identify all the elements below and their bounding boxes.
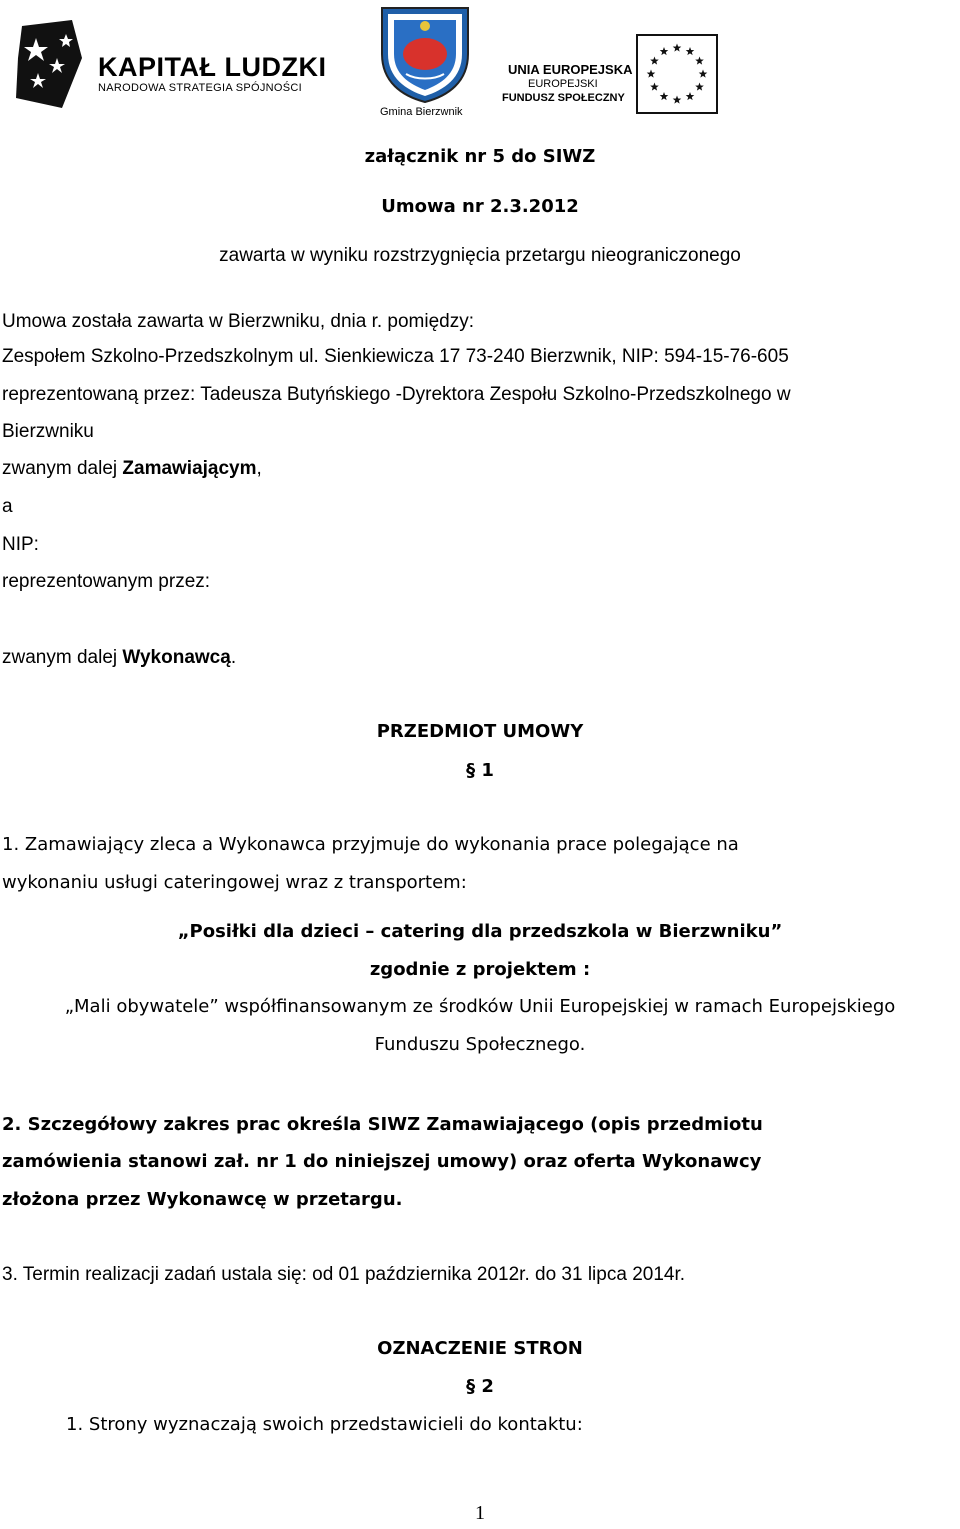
section-2-p1: 1. Strony wyznaczają swoich przedstawicieli do kontaktu:	[66, 1414, 583, 1435]
parties-line-2: Zespołem Szkolno-Przedszkolnym ul. Sienkiewicza 17 73-240 Bierzwnik, NIP: 594-15-76-605	[2, 346, 789, 367]
section-1-p2-line-1: 2. Szczegółowy zakres prac określa SIWZ Zamawiającego (opis przedmiotu	[2, 1114, 763, 1135]
section-1-p1-line-2: wykonaniu usługi cateringowej wraz z transportem:	[2, 872, 467, 893]
project-intro: zgodnie z projektem :	[369, 959, 591, 980]
section-1-p2-line-3: złożona przez Wykonawcę w przetargu.	[2, 1189, 403, 1210]
section-1-heading: PRZEDMIOT UMOWY	[376, 721, 584, 742]
kapital-ludzki-subtitle: NARODOWA STRATEGIA SPÓJNOŚCI	[98, 82, 302, 94]
wykonawca-term: Wykonawcą	[122, 647, 231, 668]
parties-line-8: reprezentowanym przez:	[2, 571, 211, 592]
text: zwanym dalej	[2, 458, 123, 479]
catering-title: „Posiłki dla dzieci – catering dla przedszkola w Bierzwniku”	[177, 921, 783, 942]
parties-line-7: NIP:	[2, 534, 39, 555]
section-1-paragraph-sign: § 1	[466, 760, 494, 781]
annex-label: załącznik nr 5 do SIWZ	[364, 146, 596, 167]
parties-line-9	[2, 647, 236, 669]
text: .	[230, 647, 237, 668]
ue-line1: UNIA EUROPEJSKA	[508, 62, 633, 77]
section-2-paragraph-sign: § 2	[466, 1376, 494, 1397]
ue-line2: EUROPEJSKI	[528, 78, 598, 90]
parties-line-1: Umowa została zawarta w Bierzwniku, dnia r. pomiędzy:	[2, 311, 475, 332]
section-2-heading: OZNACZENIE STRON	[377, 1338, 583, 1359]
gmina-coat-of-arms-icon	[378, 4, 472, 104]
page-number: 1	[475, 1502, 485, 1524]
eu-flag-icon	[636, 34, 718, 114]
parties-line-4: Bierzwniku	[2, 421, 94, 442]
ue-line3: FUNDUSZ SPOŁECZNY	[502, 92, 625, 104]
kapital-ludzki-title: KAPITAŁ LUDZKI	[98, 52, 327, 82]
contract-number: Umowa nr 2.3.2012	[381, 196, 579, 217]
text: ,	[256, 458, 262, 479]
gmina-caption: Gmina Bierzwnik	[380, 106, 463, 118]
section-1-p2-line-2: zamówienia stanowi zał. nr 1 do niniejszej umowy) oraz oferta Wykonawcy	[2, 1151, 762, 1172]
kapital-ludzki-emblem-icon	[12, 18, 87, 113]
project-line-2: Funduszu Społecznego.	[374, 1034, 586, 1055]
parties-line-6: a	[2, 496, 13, 517]
project-line-1: „Mali obywatele” współfinansowanym ze środków Unii Europejskiej w ramach Europejskiego	[64, 996, 896, 1017]
parties-line-5	[2, 458, 262, 480]
contract-basis: zawarta w wyniku rozstrzygnięcia przetargu nieograniczonego	[219, 245, 741, 266]
section-1-p3: 3. Termin realizacji zadań ustala się: od 01 października 2012r. do 31 lipca 2014r.	[2, 1264, 686, 1285]
text: zwanym dalej	[2, 647, 123, 668]
zamawiajacy-term: Zamawiającym	[122, 458, 257, 479]
section-1-p1-line-1: 1. Zamawiający zleca a Wykonawca przyjmuje do wykonania prace polegające na	[2, 834, 739, 855]
parties-line-3: reprezentowaną przez: Tadeusza Butyńskiego -Dyrektora Zespołu Szkolno-Przedszkolnego w	[2, 384, 791, 405]
